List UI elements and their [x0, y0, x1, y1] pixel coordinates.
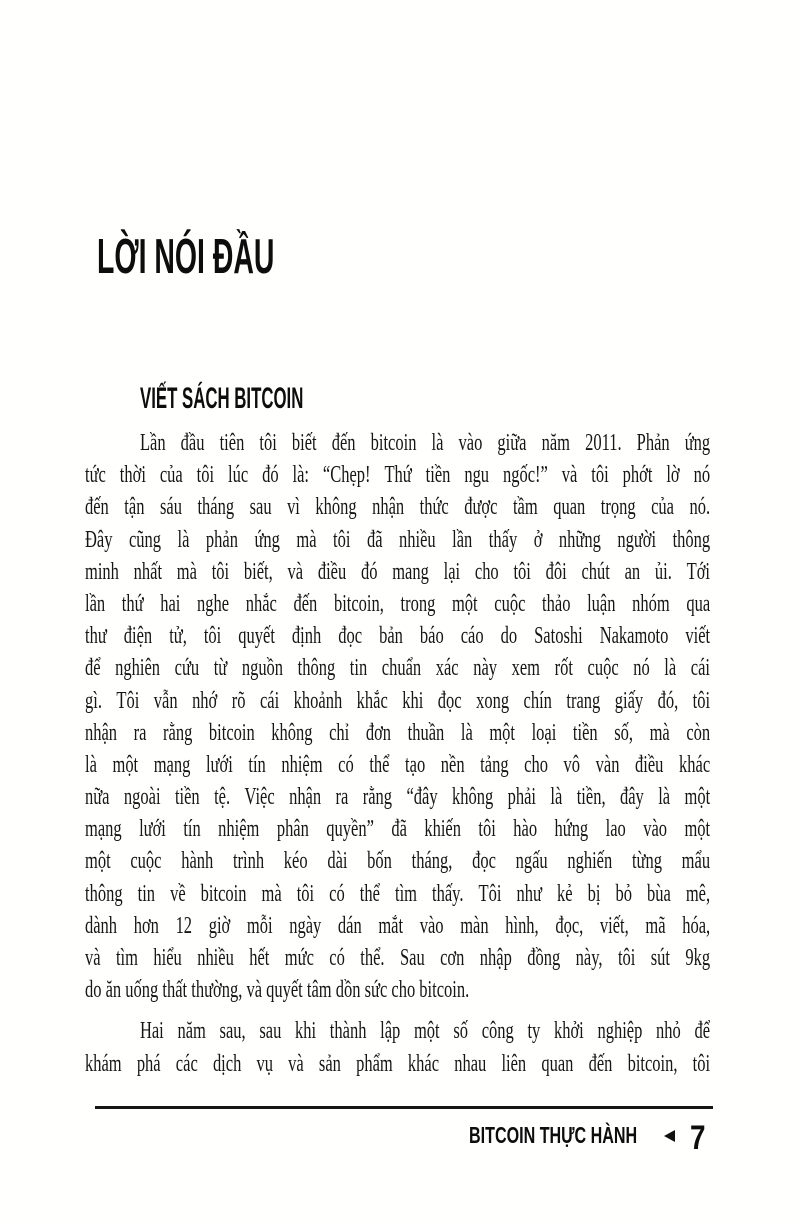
footer-running-title: BITCOIN THỰC HÀNH — [468, 1122, 637, 1148]
text-line: đến tận sáu tháng sau vì không nhận thức được tầm quan trọng của nó. — [85, 494, 711, 521]
paragraph — [85, 1018, 710, 1082]
left-triangle-icon — [664, 1130, 675, 1142]
paragraph — [85, 430, 710, 1009]
footer-rule — [95, 1106, 713, 1109]
text-line: là một mạng lưới tín nhiệm có thể tạo nền tảng cho vô vàn điều khác — [85, 751, 711, 778]
text-line: Lần đầu tiên tôi biết đến bitcoin là vào giữa năm 2011. Phản ứng — [139, 430, 711, 456]
text-line: Đây cũng là phản ứng mà tôi đã nhiều lần thấy ở những người thông — [85, 526, 711, 553]
text-line: thư điện tử, tôi quyết định đọc bản báo cáo do Satoshi Nakamoto viết — [85, 623, 711, 650]
footer-page-number: 7 — [690, 1119, 706, 1157]
body-text — [85, 430, 710, 1083]
chapter-title: LỜI NÓI ĐẦU — [97, 230, 275, 284]
text-line: thông tin về bitcoin mà tôi có thể tìm thấy. Tôi như kẻ bị bỏ bùa mê, — [85, 880, 711, 907]
text-line: tức thời của tôi lúc đó là: “Chẹp! Thứ tiền ngu ngốc!” và tôi phớt lờ nó — [85, 462, 711, 489]
text-line: gì. Tôi vẫn nhớ rõ cái khoảnh khắc khi đọc xong chín trang giấy đó, tôi — [85, 687, 711, 714]
text-line: và tìm hiểu nhiều hết mức có thể. Sau cơn nhập đồng này, tôi sút 9kg — [85, 945, 711, 971]
text-line: lần thứ hai nghe nhắc đến bitcoin, trong một cuộc thảo luận nhóm qua — [85, 590, 711, 617]
text-line: dành hơn 12 giờ mỗi ngày dán mắt vào màn hình, đọc, viết, mã hóa, — [85, 912, 711, 939]
text-line: do ăn uống thất thường, và quyết tâm dồn sức cho bitcoin. — [85, 977, 470, 1004]
text-line: để nghiên cứu từ nguồn thông tin chuẩn xác này xem rốt cuộc nó là cái — [85, 655, 711, 682]
section-heading: VIẾT SÁCH BITCOIN — [140, 382, 304, 415]
text-line: nữa ngoài tiền tệ. Việc nhận ra rằng “đây không phải là tiền, đây là một — [85, 784, 711, 811]
text-line: khám phá các dịch vụ và sản phẩm khác nhau liên quan đến bitcoin, tôi — [85, 1050, 711, 1077]
text-line: minh nhất mà tôi biết, và điều đó mang lại cho tôi đôi chút an ủi. Tới — [85, 558, 711, 585]
text-line: Hai năm sau, sau khi thành lập một số công ty khởi nghiệp nhỏ để — [139, 1018, 711, 1045]
text-line: nhận ra rằng bitcoin không chỉ đơn thuần là một loại tiền số, mà còn — [85, 719, 711, 746]
text-line: mạng lưới tín nhiệm phân quyền” đã khiến tôi hào hứng lao vào một — [85, 816, 711, 843]
text-line: một cuộc hành trình kéo dài bốn tháng, đọc ngấu nghiến từng mẩu — [85, 848, 711, 875]
